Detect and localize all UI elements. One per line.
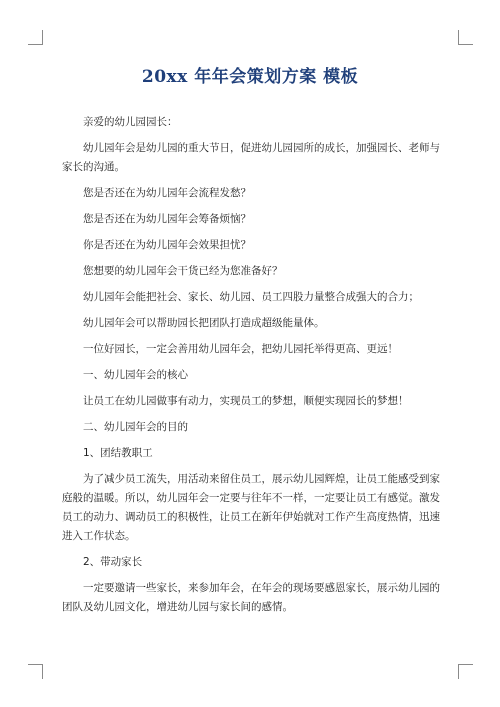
unite-staff-paragraph: 为了减少员工流失，用活动来留住员工，展示幼儿园辉煌，让员工能感受到家庭般的温暖。所以，幼儿园年会一定要与往年不一样，一定要让员工有感觉。激发员工的动力、调动员工的积极性，让员工在新年伊始就对工作产生高度热情，迅速进入工作状态。 xyxy=(62,473,440,542)
statement-principal: 一位好园长，一定会善用幼儿园年会，把幼儿园托举得更高、更远！ xyxy=(83,343,398,355)
subheading-unite-staff: 1、团结教职工 xyxy=(83,447,153,459)
question-process: 您是否还在为幼儿园年会流程发愁？ xyxy=(83,187,251,199)
crop-mark-bottom-right xyxy=(458,664,473,679)
question-effect: 你是否还在为幼儿园年会效果担忧？ xyxy=(83,239,251,251)
statement-integration: 幼儿园年会能把社会、家长、幼儿园、员工四股力量整合成强大的合力； xyxy=(83,291,419,303)
document-body xyxy=(62,113,440,617)
document-title: 20xx 年年会策划方案 模板 xyxy=(141,67,359,87)
engage-parents-paragraph: 一定要邀请一些家长，来参加年会，在年会的现场要感恩家长，展示幼儿园的团队及幼儿园文化，增进幼儿园与家长间的感情。 xyxy=(62,582,440,613)
section-heading-purpose: 二、幼儿园年会的目的 xyxy=(83,421,188,433)
section-heading-core: 一、幼儿园年会的核心 xyxy=(83,369,188,381)
crop-mark-top-right xyxy=(458,30,473,45)
crop-mark-bottom-left xyxy=(28,664,43,679)
question-preparation: 您是否还在为幼儿园年会筹备烦恼？ xyxy=(83,213,251,225)
subheading-engage-parents: 2、带动家长 xyxy=(83,556,143,568)
question-resources: 您想要的幼儿园年会干货已经为您准备好？ xyxy=(83,265,283,277)
core-paragraph: 让员工在幼儿园做事有动力，实现员工的梦想，顺便实现园长的梦想！ xyxy=(83,395,409,407)
salutation: 亲爱的幼儿园园长： xyxy=(83,116,178,128)
intro-paragraph: 幼儿园年会是幼儿园的重大节日，促进幼儿园园所的成长，加强园长、老师与家长的沟通。 xyxy=(62,142,440,173)
crop-mark-top-left xyxy=(28,30,43,45)
statement-team: 幼儿园年会可以帮助园长把团队打造成超级能量体。 xyxy=(83,317,325,329)
